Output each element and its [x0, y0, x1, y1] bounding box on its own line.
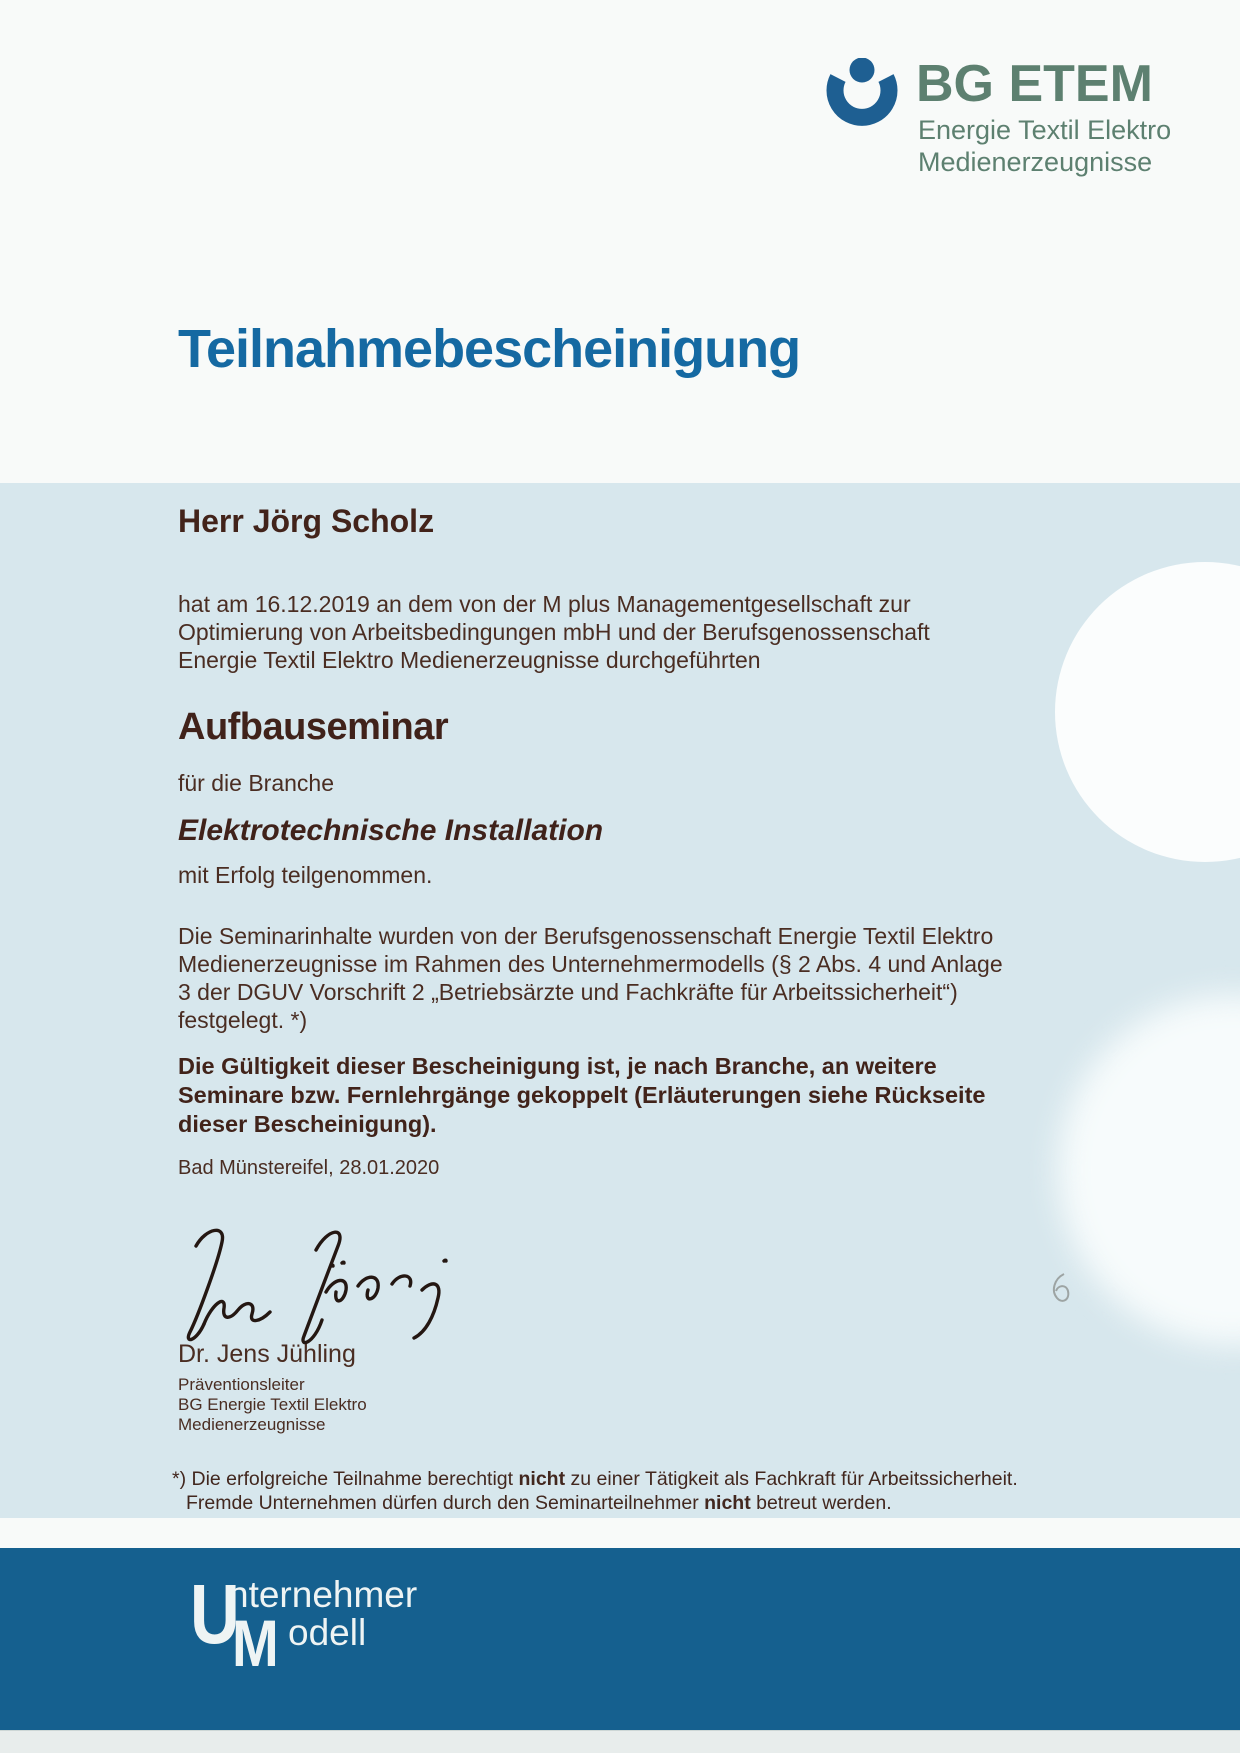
- body-line: Die Seminarinhalte wurden von der Berufsgenossenschaft Energie Textil Elektro: [178, 923, 994, 949]
- seminar-content-paragraph: [178, 922, 1003, 1034]
- signatory-org-line2: Medienerzeugnisse: [178, 1415, 326, 1434]
- footnote-bold: nicht: [518, 1468, 566, 1490]
- signatory-role: Präventionsleiter: [178, 1375, 305, 1394]
- body-line: 3 der DGUV Vorschrift 2 „Betriebsärzte und Fachkräfte für Arbeitssicherheit“): [178, 979, 958, 1005]
- signatory-block: [178, 1340, 367, 1435]
- intro-paragraph: [178, 590, 930, 674]
- footnote-bold: nicht: [704, 1491, 751, 1514]
- scan-artifact-mark: [1050, 1272, 1074, 1306]
- intro-line: Energie Textil Elektro Medienerzeugnisse durchgeführten: [178, 647, 761, 673]
- logo-tagline: [918, 114, 1171, 178]
- logo-tagline-line2: Medienerzeugnisse: [918, 147, 1153, 177]
- seminar-type-heading: Aufbauseminar: [178, 706, 449, 748]
- logo-wordmark: BG ETEM: [916, 55, 1153, 113]
- branch-name: Elektrotechnische Installation: [178, 814, 604, 847]
- footnote-line1: [172, 1468, 1018, 1492]
- intro-line: Optimierung von Arbeitsbedingungen mbH und der Berufsgenossenschaft: [178, 619, 930, 645]
- logo-tagline-line1: Energie Textil Elektro: [918, 115, 1172, 145]
- footnote-line2: [172, 1492, 1018, 1516]
- body-line: Medienerzeugnisse im Rahmen des Unternehmermodells (§ 2 Abs. 4 und Anlage: [178, 951, 1003, 977]
- footer-logo-word-unternehmer: nternehmer: [228, 1574, 418, 1615]
- footnote-text: *) Die erfolgreiche Teilnahme berechtigt: [172, 1468, 519, 1490]
- validity-line: dieser Bescheinigung).: [178, 1111, 437, 1137]
- place-and-date: Bad Münstereifel, 28.01.2020: [178, 1157, 440, 1179]
- validity-paragraph: [178, 1052, 985, 1139]
- bg-etem-logo-icon: [822, 58, 902, 130]
- footnote-text: Fremde Unternehmen dürfen durch den Seminarteilnehmer: [186, 1491, 705, 1514]
- handwritten-signature-image: [168, 1220, 488, 1348]
- completion-statement: mit Erfolg teilgenommen.: [178, 862, 433, 888]
- recipient-name: Herr Jörg Scholz: [178, 503, 435, 539]
- validity-line: Seminare bzw. Fernlehrgänge gekoppelt (Erläuterungen siehe Rückseite: [178, 1082, 986, 1108]
- footer-logo-word-modell: odell: [288, 1612, 367, 1653]
- body-line: festgelegt. *): [178, 1007, 308, 1033]
- validity-line: Die Gültigkeit dieser Bescheinigung ist, je nach Branche, an weitere: [178, 1053, 937, 1079]
- branch-label: für die Branche: [178, 770, 334, 796]
- document-title: Teilnahmebescheinigung: [178, 319, 801, 379]
- signatory-name: Dr. Jens Jühling: [178, 1340, 356, 1368]
- footer-logo-letter-m: M: [232, 1606, 279, 1680]
- footnote-text: betreut werden.: [750, 1491, 892, 1514]
- scan-bottom-edge: [0, 1730, 1240, 1753]
- intro-line: hat am 16.12.2019 an dem von der M plus Managementgesellschaft zur: [178, 591, 911, 617]
- signatory-org-line1: BG Energie Textil Elektro: [178, 1395, 367, 1414]
- footnote-text: zu einer Tätigkeit als Fachkraft für Arbeitssicherheit.: [565, 1468, 1018, 1490]
- footer-bar: [0, 1548, 1240, 1730]
- footnote: [172, 1468, 1018, 1515]
- footer-logo-letter-u: U: [190, 1567, 240, 1661]
